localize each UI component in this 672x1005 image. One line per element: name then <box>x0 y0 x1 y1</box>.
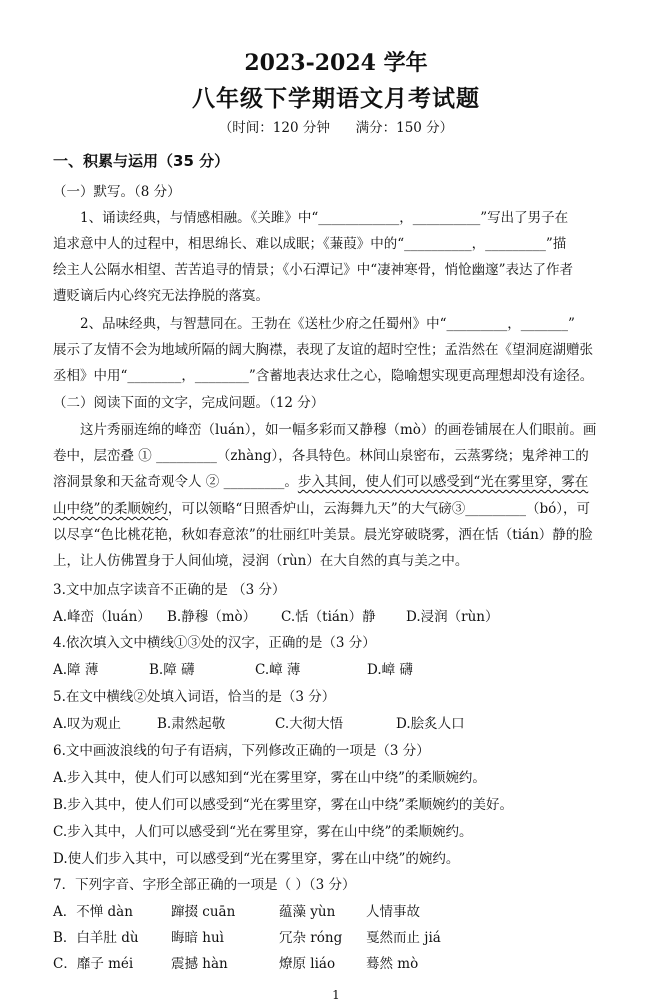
q7-stem: 7．下列字音、字形全部正确的一项是（ ）（3 分） <box>53 877 356 893</box>
q3-option-c: C.恬（tián）静 <box>281 609 376 625</box>
q4-option-c: C.嶂 薄 <box>255 662 301 678</box>
q5-option-c: C.大彻大悟 <box>275 716 344 732</box>
part2-heading: （二）阅读下面的文字，完成问题。（12 分） <box>53 395 325 411</box>
passage-line-2: 卷中，层峦叠 ① _________（zhàng），各具特色。林间山泉密布，云蒸雾绕；鬼斧神工的 <box>53 448 589 464</box>
q5-option-a: A.叹为观止 <box>53 716 122 732</box>
q2-line-1: 2、品味经典，与智慧同在。王勃在《送杜少府之任蜀州》中“_________，_______” <box>80 316 575 332</box>
q7-c-2: 震撼 hàn <box>171 956 228 972</box>
exam-title: 八年级下学期语文月考试题 <box>192 85 480 112</box>
wavy-underlined-sentence-end: 山中绕”的柔顺婉约 <box>53 501 168 517</box>
passage-line-3 <box>53 470 613 490</box>
q1-line-2: 追求意中人的过程中，相思绵长、难以成眠；《蒹葭》中的“__________，_________”描 <box>53 236 567 252</box>
q7-b-2: 晦暗 huì <box>171 930 224 946</box>
part1-heading: （一）默写。（8 分） <box>53 184 181 200</box>
q2-line-2: 展示了友情不会为地域所隔的阔大胸襟，表现了友谊的超时空性；孟浩然在《望洞庭湖赠张 <box>53 342 593 358</box>
passage-line-5: 以尽享“色比桃花艳，秋如春意浓”的壮丽红叶美景。晨光穿破晓雾，洒在恬（tián）静的脸 <box>53 527 593 543</box>
q6-option-c: C.步入其中，人们可以感受到“光在雾里穿，雾在山中绕”的柔顺婉约。 <box>53 824 473 840</box>
q1-line-3: 绘主人公隔水相望、苦苦追寻的情景；《小石潭记》中“凄神寒骨，悄怆幽邃”表达了作者 <box>53 262 574 278</box>
q3-option-b: B.静穆（mò） <box>167 609 257 625</box>
q5-stem: 5.在文中横线②处填入词语，恰当的是（3 分） <box>53 689 336 705</box>
q4-stem: 4.依次填入文中横线①③处的汉字，正确的是（3 分） <box>53 635 376 651</box>
q7-a-1: A．不惮 dàn <box>53 904 133 920</box>
section-heading: 一、积累与运用（35 分） <box>53 152 230 170</box>
exam-time-score: （时间：120 分钟 满分：150 分） <box>218 120 454 136</box>
q2-line-3: 丞相》中用“________，________”含蓄地表达求仕之心，隐喻想实现更高理想却没有途径。 <box>53 368 594 384</box>
q3-option-d: D.浸润（rùn） <box>406 609 499 625</box>
q3-option-a: A.峰峦（luán） <box>53 609 151 625</box>
q4-option-d: D.嶂 礴 <box>367 662 413 678</box>
q4-option-b: B.障 礴 <box>149 662 195 678</box>
passage-line-4-rest: ，可以领略“日照香炉山，云海舞九天”的大气磅③_________（bó），可 <box>167 501 590 517</box>
passage-line-1: 这片秀丽连绵的峰峦（luán），如一幅多彩而又静穆（mò）的画卷铺展在人们眼前。画 <box>80 422 597 438</box>
q6-option-a: A.步入其中，使人们可以感知到“光在雾里穿，雾在山中绕”的柔顺婉约。 <box>53 770 486 786</box>
q7-b-3: 冗杂 róng <box>279 930 343 946</box>
q7-a-4: 人情事故 <box>366 904 420 920</box>
q7-c-4: 蓦然 mò <box>366 956 419 972</box>
q5-option-b: B.肃然起敬 <box>157 716 226 732</box>
q7-a-2: 蹿掇 cuān <box>171 904 236 920</box>
passage-line-4 <box>53 497 613 517</box>
passage-line-6: 上，让人仿佛置身于人间仙境，浸润（rùn）在大自然的真与美之中。 <box>53 553 469 569</box>
q7-b-1: B．白羊肚 dù <box>53 930 139 946</box>
q7-b-4: 戛然而止 jiá <box>366 930 441 946</box>
q7-c-1: C．靡子 méi <box>53 956 134 972</box>
q7-a-3: 蕴藻 yùn <box>279 904 336 920</box>
q6-option-b: B.步入其中，使人们可以感受到“光在雾里穿，雾在山中绕”柔顺婉约的美好。 <box>53 797 514 813</box>
q5-option-d: D.脍炙人口 <box>396 716 465 732</box>
q3-stem: 3.文中加点字读音不正确的是 （3 分） <box>53 582 286 598</box>
q4-option-a: A.障 薄 <box>53 662 99 678</box>
school-year: 2023-2024 学年 <box>244 50 428 76</box>
q7-c-3: 燎原 liáo <box>279 956 336 972</box>
passage-line-3-start: 溶洞景象和天盆奇观令人 ② _________。 <box>53 474 298 490</box>
q1-line-4: 遭贬谪后内心终究无法挣脱的落寞。 <box>53 288 269 304</box>
q6-stem: 6.文中画波浪线的句子有语病，下列修改正确的一项是（3 分） <box>53 743 430 759</box>
page-number: 1 <box>332 988 340 1002</box>
q1-line-1: 1、诵读经典，与情感相融。《关雎》中“____________，__________”写出了男子在 <box>80 210 569 226</box>
wavy-underlined-sentence-start: 步入其间，使人们可以感受到“光在雾里穿，雾在 <box>297 474 589 490</box>
q6-option-d: D.使人们步入其中，可以感受到“光在雾里穿，雾在山中绕”的婉约。 <box>53 851 460 867</box>
